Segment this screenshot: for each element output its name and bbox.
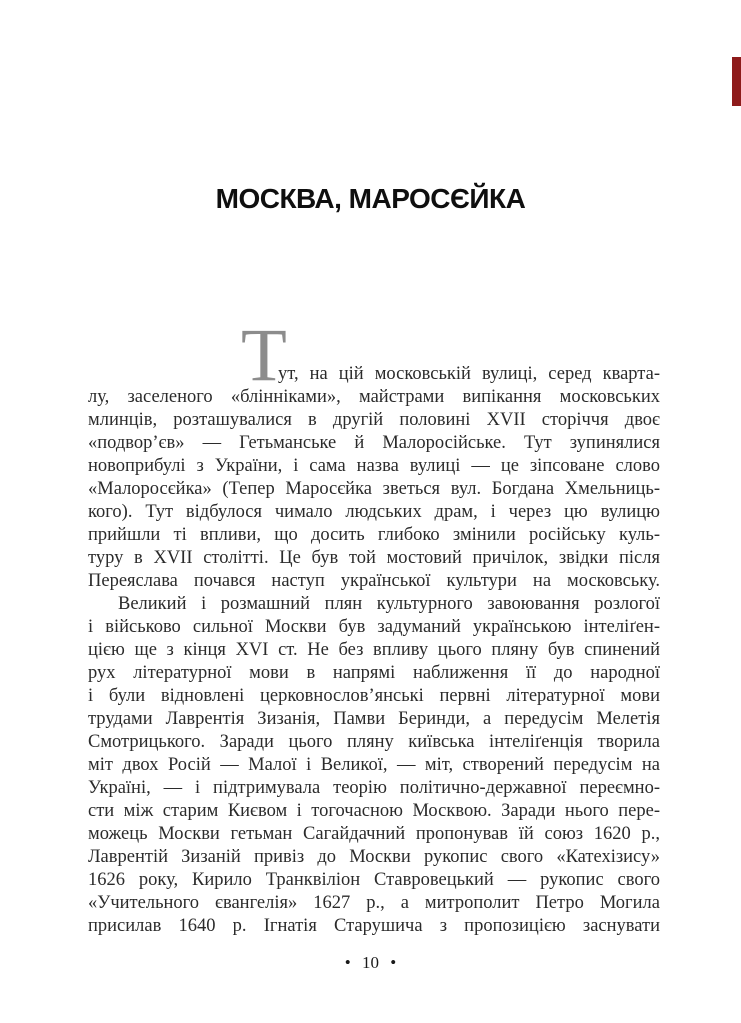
initial-cap: Т <box>241 314 287 397</box>
text-line: «Учительного євангелія» 1627 р., а митрополит Петро Могила <box>88 893 660 913</box>
text-line: трудами Лаврентія Зизанія, Памви Беринди, а передусім Мелетія <box>88 709 660 729</box>
text-line: прийшли ті впливи, що досить глибоко змінили російську куль- <box>88 525 660 545</box>
text-line: лу, заселеного «блінніками», майстрами випікання московських <box>88 387 660 407</box>
text-line: ут, на цій московській вулиці, серед кварта- <box>278 364 660 384</box>
page-number: • 10 • <box>344 953 397 972</box>
text-line: «подвор’єв» — Гетьманське й Малоросійське. Тут зупинялися <box>88 433 660 453</box>
text-line: «Малоросєйка» (Тепер Маросєйка зветься вул. Богдана Хмельниць- <box>88 479 660 499</box>
text-line: Україні, — і підтримувала теорію політично-державної переємно- <box>88 778 660 798</box>
text-line: рух літературної мови в напрямі наближення її до народної <box>88 663 660 683</box>
text-line: туру в XVII столітті. Це був той мостовий причілок, звідки після <box>88 548 660 568</box>
text-line: млинців, розташувалися в другій половині XVII сторіччя двоє <box>88 410 660 430</box>
text-line: Лаврентій Зизаній привіз до Москви рукопис свого «Катехізису» <box>88 847 660 867</box>
text-line: і військово сильної Москви був задуманий українською інтеліґен- <box>88 617 660 637</box>
bookmark-ribbon[interactable] <box>732 57 741 106</box>
text-line: присилав 1640 р. Ігнатія Старушича з пропозицією заснувати <box>88 916 660 936</box>
text-line: Переяслава почався наступ української культури на московську. <box>88 571 660 591</box>
text-line: новоприбулі з України, і сама назва вулиці — це зіпсоване слово <box>88 456 660 476</box>
text-line: 1626 року, Кирило Транквіліон Ставровецький — рукопис свого <box>88 870 660 890</box>
text-line: цією ще з кінця XVI ст. Не без впливу цього пляну був спинений <box>88 640 660 660</box>
text-line: міт двох Росій — Малої і Великої, — міт, створений передусім на <box>88 755 660 775</box>
text-line: Великий і розмашний плян культурного завоювання розлогої <box>118 594 660 614</box>
text-line: можець Москви гетьман Сагайдачний пропонував їй союз 1620 р., <box>88 824 660 844</box>
text-line: сти між старим Києвом і тогочасною Москвою. Заради нього пере- <box>88 801 660 821</box>
text-line: кого). Тут відбулося чимало людських драм, і через цю вулицю <box>88 502 660 522</box>
body-text <box>88 314 660 938</box>
paragraphs <box>88 363 660 938</box>
text-line: і були відновлені церковнослов’янські первні літературної мови <box>88 686 660 706</box>
text-line: Смотрицького. Заради цього пляну київська інтеліґенція творила <box>88 732 660 752</box>
chapter-title: МОСКВА, МАРОСЄЙКА <box>215 183 526 214</box>
